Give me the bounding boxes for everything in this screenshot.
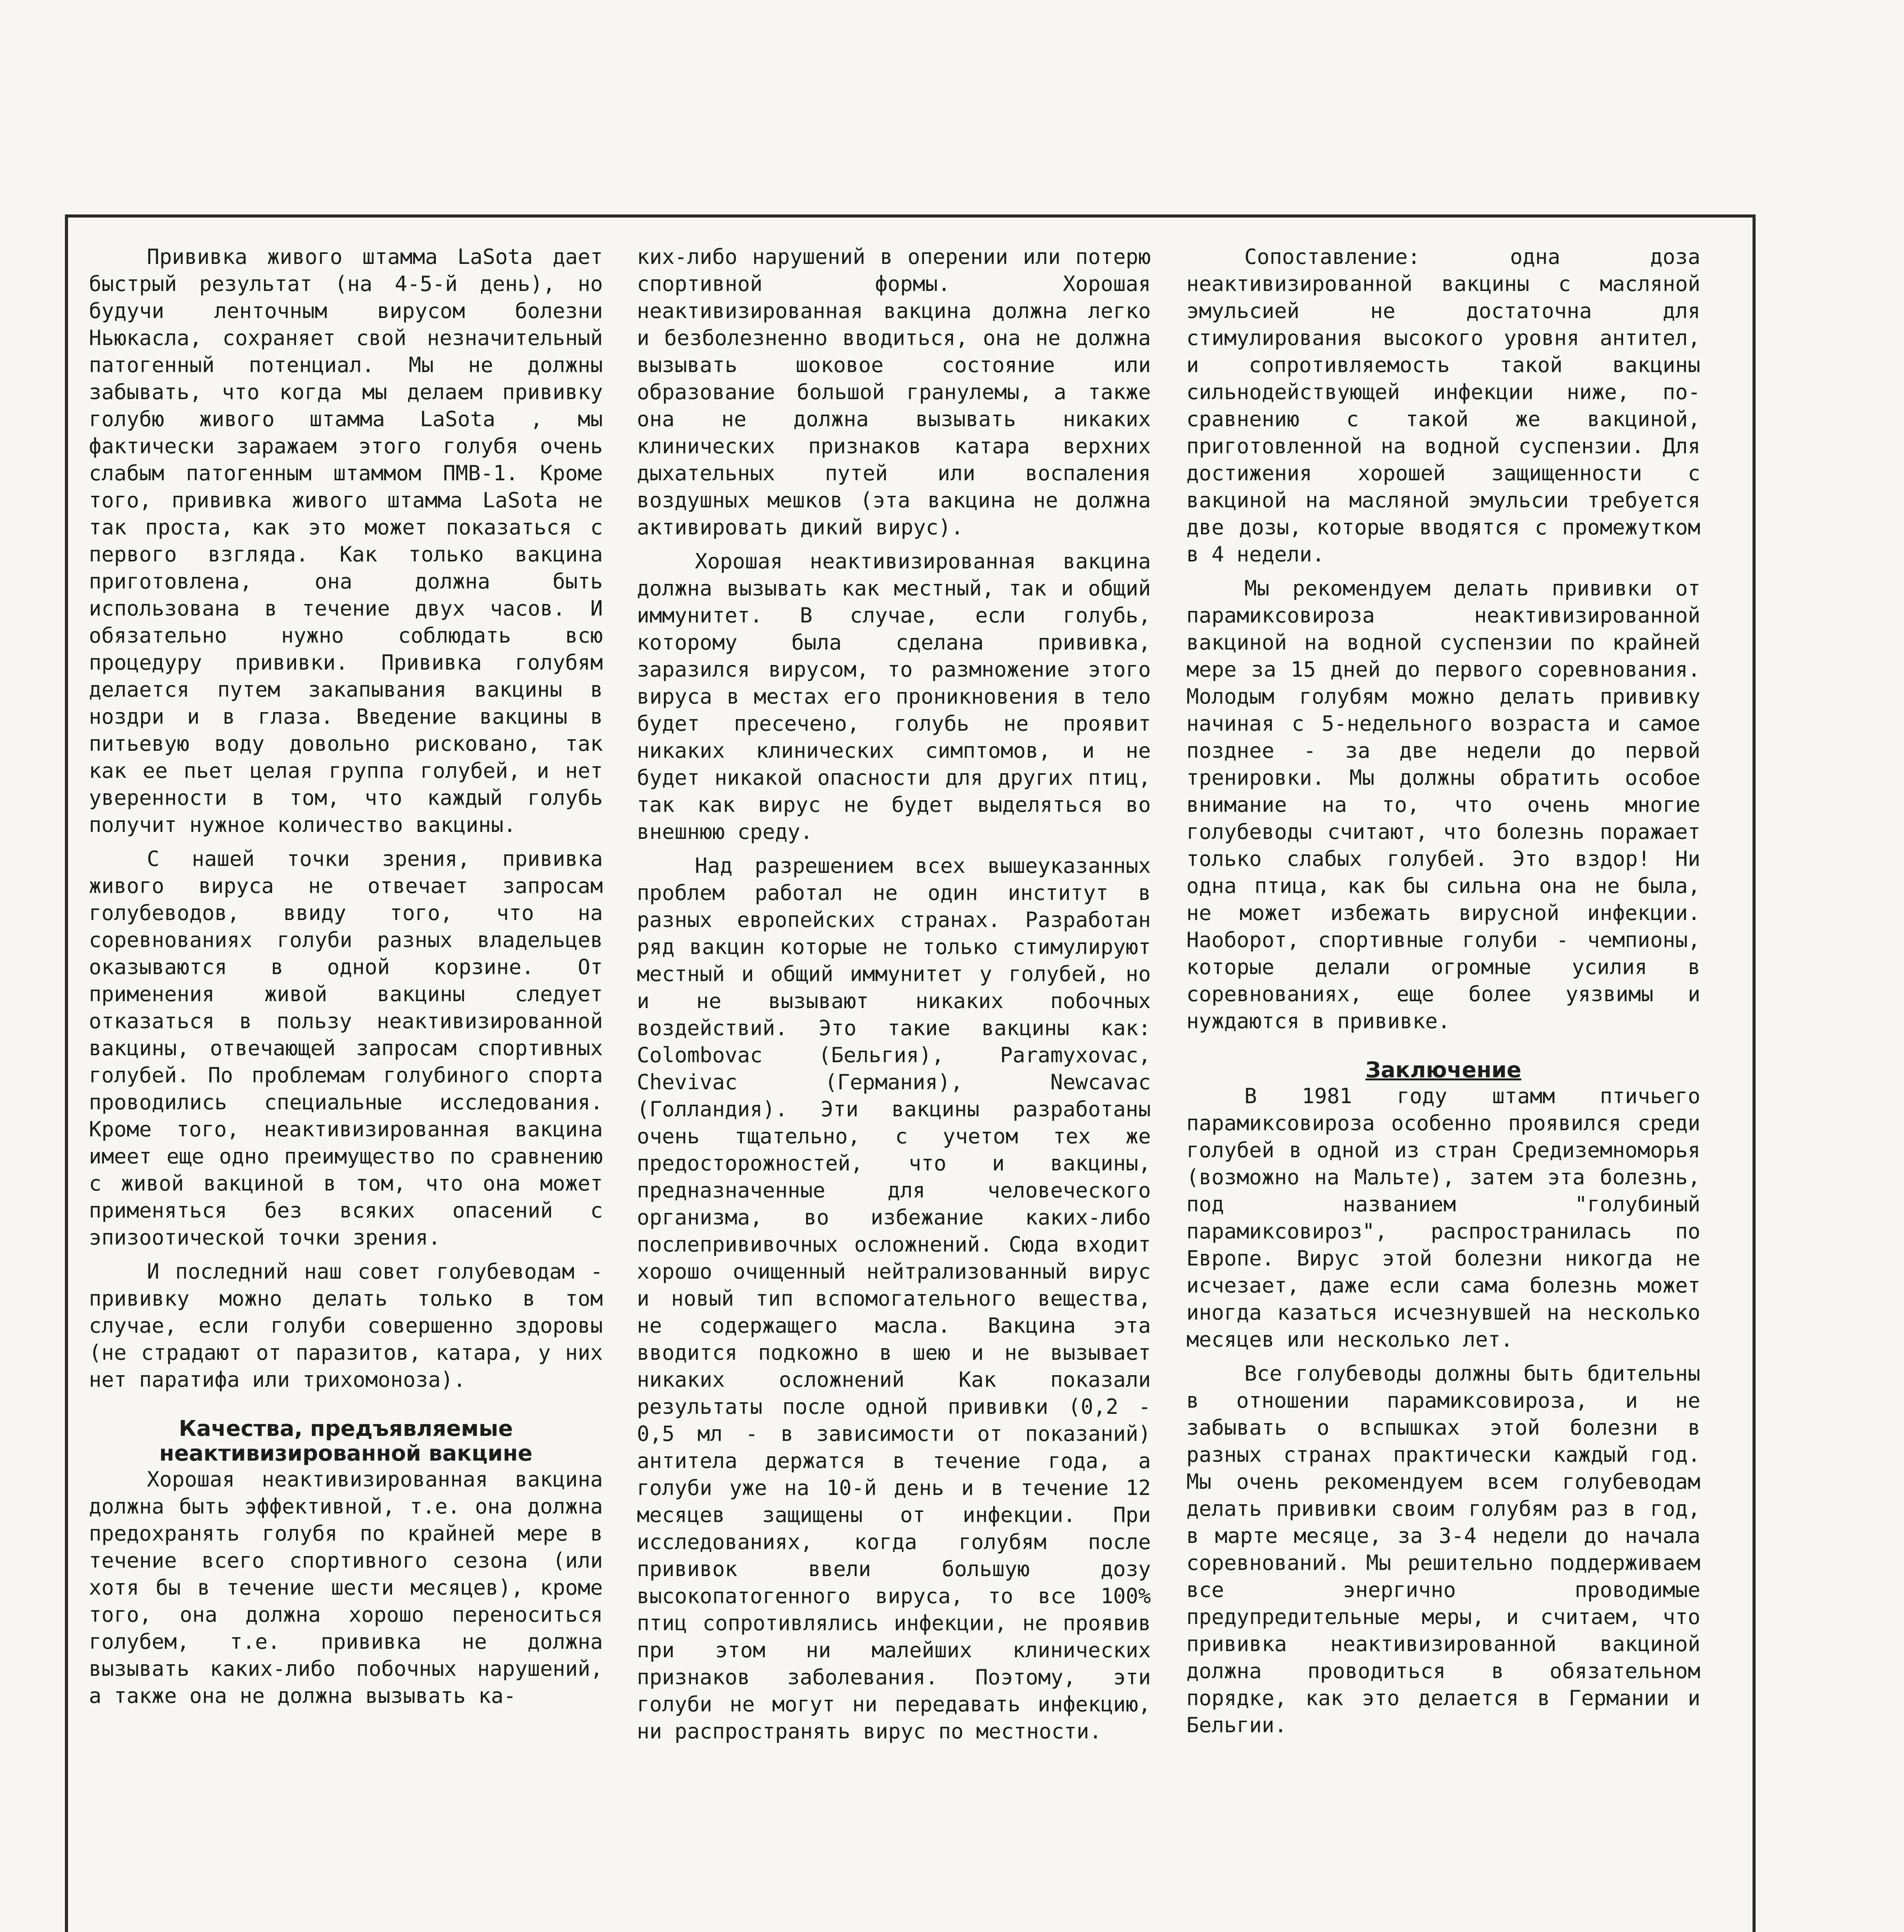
paragraph: В 1981 году штамм птичьего парамиксовироза особенно проявился среди голубей в одной из стран Средиземноморья (возможно на Мальте), затем эта болезнь, под названием "голубиный парамиксовироз", распространилась по Европе. Вирус этой болезни никогда не исчезает, даже если сама болезнь может иногда казаться исчезнувшей на несколько месяцев или несколько лет.	[1186, 1084, 1700, 1352]
paragraph: Все голубеводы должны быть бдительны в отношении парамиксовироза, и не забывать о вспышках этой болезни в разных странах практически каждый год. Мы очень рекомендуем всем голубеводам делать прививки своим голубям раз в год, в марте месяце, за 3-4 недели до начала соревнований. Мы решительно поддерживаем все энергично проводимые предупредительные меры, и считаем, что прививка неактивизированной вакциной должна проводиться в обязательном порядке, как это делается в Германии и Бельгии.	[1186, 1361, 1700, 1737]
paragraph: Прививка живого штамма LaSota дает быстрый результат (на 4-5-й день), но будучи лентoчным вирусом болезни Ньюкасла, сохраняет свой незначительный патогенный потенциал. Мы не должны забывать, что когда мы делаем прививку голубю живого штамма LaSota , мы фактически заражаем этого голубя очень слабым патогенным штаммом ПМВ-1. Кроме того, прививка живого штамма LaSota не так проста, как это может показаться с первого взгляда. Как только вакцина приготовлена, она должна быть использована в течение двух часов. И обязательно нужно соблюдать всю процедуру прививки. Прививка голубям делается путем закапывания вакцины в ноздри и в глаза. Введение вакцины в питьевую воду довольно рисковано, так как ее пьет целая группа голубей, и нет уверенности в том, что каждый голубь получит нужное количество вакцины.	[89, 245, 603, 837]
article-column-3	[1186, 243, 1700, 1932]
paragraph: Сопоставление: одна доза неактивизированной вакцины с масляной эмульсией не достаточна для стимулирования высокого уровня антител, и сопротивляемость такой вакцины сильнодействующей инфекции ниже, по-сравнению с такой же вакциной, приготовленной на водной суспензии. Для достижения хорошей защищенности с вакциной на масляной эмульсии требуется две дозы, которые вводятся с промежутком в 4 недели.	[1186, 245, 1700, 566]
article-column-1	[89, 243, 603, 1932]
article-column-2	[637, 243, 1151, 1932]
paragraph: Над разрешением всех вышеуказанных проблем работал не один институт в разных европейских странах. Разработан ряд вакцин которые не только стимулируют местный и общий иммунитет у голубей, но и не вызывают никаких побочных воздействий. Это такие вакцины как: Colombovac (Бельгия), Paramyxovac, Chevivac (Германия), Newcavac (Голландия). Эти вакцины разработаны очень тщательно, с учетом тех же предосторожностей, что и вакцины, предназначенные для человеческого организма, во избежание каких-либо послепрививочных осложнений. Сюда входит хорошо очищенный нейтрализованный вирус и новый тип вспомогательного вещества, не содержащего масла. Вакцина эта вводится подкожно в шею и не вызывает никаких осложнений Как показали результаты после одной прививки (0,2 - 0,5 мл - в зависимости от показаний) антитела держатся в течение года, а голуби уже на 10-й день и в течение 12 месяцев защищены от инфекции. При исследованиях, когда голубям после прививок ввели большую дозу высокопатогенного вируса, то все 100% птиц сопротивлялись инфекции, не проявив при этом ни малейших клинических признаков заболевания. Поэтому, эти голуби не могут ни передавать инфекцию, ни распространять вирус по местности.	[637, 854, 1151, 1743]
section-heading: Заключение	[1365, 1058, 1521, 1083]
paragraph: Мы рекомендуем делать прививки от парамиксовироза неактивизированной вакциной на водной суспензии по крайней мере за 15 дней до первого соревнования. Молодым голубям можно делать прививку начиная с 5-недельного возраста и самое позднее - за две недели до первой тренировки. Мы должны обратить особое внимание на то, что очень многие голубеводы считают, что болезнь поражает только слабых голубей. Это вздор! Ни одна птица, как бы сильна она не была, не может избежать вирусной инфекции. Наоборот, спортивные голуби - чемпионы, которые делали огромные усилия в соревнованиях, еще более уязвимы и нуждаются в прививке.	[1186, 576, 1700, 1033]
section-heading: Качества, предъявляемые неактивизированной вакцине	[159, 1416, 533, 1466]
paragraph: И последний наш совет голубеводам - прививку можно делать только в том случае, если голуби совершенно здоровы (не страдают от паразитов, катара, у них нет паратифа или трихомоноза).	[89, 1259, 603, 1392]
paragraph: Хорошая неактивизированная вакцина должна вызывать как местный, так и общий иммунитет. В случае, если голубь, которому была сделана прививка, заразился вирусом, то размножение этого вируса в местах его проникновения в тело будет пресечено, голубь не проявит никаких клинических симптомов, и не будет никакой опасности для других птиц, так как вирус не будет выделяться во внешнюю среду.	[637, 549, 1151, 844]
paragraph: С нашей точки зрения, прививка живого вируса не отвечает запросам голубеводов, ввиду того, что на соревнованиях голуби разных владельцев оказываются в одной корзине. От применения живой вакцины следует отказаться в пользу неактивизированной вакцины, отвечающей запросам спортивных голубей. По проблемам голубиного спорта проводились специальные исследования. Кроме того, неактивизированная вакцина имеет еще одно преимущество по сравнению с живой вакциной в том, что она может применяться без всяких опасений с эпизоотической точки зрения.	[89, 847, 603, 1250]
paragraph: ких-либо нарушений в оперении или потерю спортивной формы. Хорошая неактивизированная вакцина должна легко и безболезненно вводиться, она не должна вызывать шоковое состояние или образование большой гранулемы, а также она не должна вызывать никаких клинических признаков катара верхних дыхательных путей или воспаления воздушных мешков (эта вакцина не должна активировать дикий вирус).	[637, 245, 1151, 539]
paragraph: Хорошая неактивизированная вакцина должна быть эффективной, т.е. она должна предохранять голубя по крайней мере в течение всего спортивного сезона (или хотя бы в течение шести месяцев), кроме того, она должна хорошо переноситься голубем, т.е. прививка не должна вызывать каких-либо побочных нарушений, а также она не должна вызывать ка-	[89, 1467, 603, 1708]
